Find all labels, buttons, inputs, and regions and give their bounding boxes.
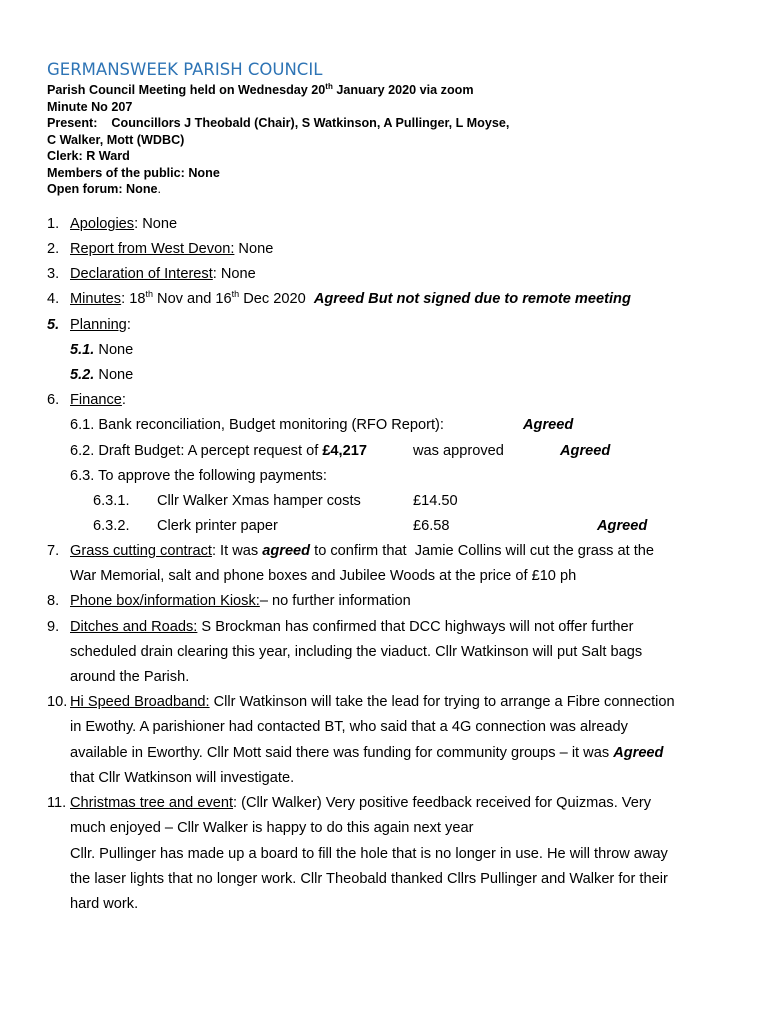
- item-broadband: [47, 693, 675, 711]
- payment-1-description: Cllr Walker Xmas hamper costs: [157, 493, 361, 509]
- minute-number: Minute No 207: [47, 100, 133, 114]
- payment-2-number: 6.3.2.: [93, 518, 130, 534]
- meeting-sup: th: [325, 81, 333, 91]
- present-list: Councillors J Theobald (Chair), S Watkinson, A Pullinger, L Moyse,: [111, 116, 510, 130]
- payment-2-description: Clerk printer paper: [157, 518, 278, 534]
- item-text: available in Eworthy. Cllr Mott said there was funding for community groups – it was: [70, 745, 614, 761]
- item-number: 8.: [47, 593, 60, 609]
- item-ditches-roads: [47, 618, 633, 636]
- item-number: 10.: [47, 694, 68, 710]
- ditches-line-3: around the Parish.: [70, 669, 190, 685]
- payment-2-amount: £6.58: [413, 518, 450, 534]
- planning-5-2: [70, 366, 133, 384]
- open-forum-dot: .: [157, 182, 162, 196]
- agreed-word: Agreed: [613, 745, 664, 761]
- item-number: 7.: [47, 543, 60, 559]
- item-text: : 18: [121, 291, 146, 307]
- christmas-line-4: the laser lights that no longer work. Cllr Theobald thanked Cllrs Pullinger and Walker for their: [70, 871, 668, 887]
- item-minutes: [47, 290, 631, 308]
- item-number: 3.: [47, 266, 60, 282]
- christmas-line-2: much enjoyed – Cllr Walker is happy to do this again next year: [70, 820, 474, 836]
- present-line: [47, 115, 509, 131]
- broadband-line-4: that Cllr Watkinson will investigate.: [70, 770, 295, 786]
- meeting-text-end: January 2020 via zoom: [332, 83, 474, 97]
- agreed-word: agreed: [262, 543, 311, 559]
- present-label: Present:: [47, 116, 98, 130]
- christmas-line-3: Cllr. Pullinger has made up a board to fill the hole that is no longer in use. He will throw away: [70, 846, 668, 862]
- item-heading: Declaration of Interest: [70, 266, 213, 282]
- item-heading: Minutes: [70, 291, 122, 307]
- sub-number: 5.1.: [70, 342, 95, 358]
- grass-cutting-line-2: War Memorial, salt and phone boxes and Jubilee Woods at the price of £10 ph: [70, 568, 577, 584]
- sub-text: None: [94, 342, 134, 358]
- item-text: : (Cllr Walker) Very positive feedback received for Quizmas. Very: [233, 795, 651, 811]
- item-text: Nov and 16: [152, 291, 232, 307]
- item-heading: Finance: [70, 392, 122, 408]
- item-apologies: [47, 215, 177, 233]
- item-phone-box: [47, 592, 411, 610]
- item-text: Cllr Watkinson will take the lead for trying to arrange a Fibre connection: [209, 694, 675, 710]
- item-text: : None: [212, 266, 256, 282]
- open-forum-text: Open forum: None: [47, 182, 158, 196]
- finance-6-2-approved: was approved: [413, 443, 504, 459]
- item-sup: th: [231, 289, 240, 300]
- meeting-text: Parish Council Meeting held on Wednesday 20: [47, 83, 326, 97]
- item-text: : None: [134, 216, 178, 232]
- item-heading: Christmas tree and event: [70, 795, 234, 811]
- item-text: – no further information: [259, 593, 411, 609]
- item-christmas: [47, 794, 651, 812]
- open-forum-line: [47, 181, 161, 197]
- finance-6-3: 6.3. To approve the following payments:: [70, 468, 327, 484]
- budget-amount: £4,217: [322, 443, 367, 459]
- item-text: : It was: [211, 543, 263, 559]
- item-text: Dec 2020: [239, 291, 314, 307]
- payment-1-number: 6.3.1.: [93, 493, 130, 509]
- item-sup: th: [145, 289, 153, 300]
- item-planning: [47, 316, 131, 334]
- item-number: 11.: [47, 795, 67, 811]
- finance-6-2-agreed: Agreed: [560, 443, 611, 459]
- item-heading: Planning: [70, 317, 127, 333]
- item-text: S Brockman has confirmed that DCC highways will not offer further: [197, 619, 634, 635]
- members-public-line: Members of the public: None: [47, 166, 220, 180]
- item-heading: Report from West Devon:: [70, 241, 235, 257]
- sub-number: 5.2.: [70, 367, 95, 383]
- item-grass-cutting: [47, 542, 654, 560]
- council-title: GERMANSWEEK PARISH COUNCIL: [47, 60, 323, 79]
- broadband-line-3: [70, 744, 663, 762]
- item-number: 1.: [47, 216, 60, 232]
- broadband-line-2: in Ewothy. A parishioner had contacted BT, who said that a 4G connection was already: [70, 719, 628, 735]
- item-heading: Apologies: [70, 216, 135, 232]
- present-line-2: C Walker, Mott (WDBC): [47, 133, 185, 147]
- item-finance: [47, 391, 126, 409]
- meeting-line: [47, 82, 474, 98]
- item-text: :: [126, 317, 131, 333]
- planning-5-1: [70, 341, 133, 359]
- payment-1-amount: £14.50: [413, 493, 458, 509]
- sub-text: None: [94, 367, 134, 383]
- item-text: :: [121, 392, 126, 408]
- item-number: 2.: [47, 241, 60, 257]
- item-declaration: [47, 265, 256, 283]
- item-text: to confirm that Jamie Collins will cut the grass at the: [310, 543, 654, 559]
- christmas-line-5: hard work.: [70, 896, 139, 912]
- item-heading: Ditches and Roads:: [70, 619, 198, 635]
- payment-2-agreed: Agreed: [597, 518, 648, 534]
- item-heading: Phone box/information Kiosk:: [70, 593, 260, 609]
- agreed-note: Agreed But not signed due to remote meeting: [313, 291, 631, 307]
- sub-text: 6.2. Draft Budget: A percept request of: [70, 443, 323, 459]
- item-heading: Hi Speed Broadband:: [70, 694, 210, 710]
- item-heading: Grass cutting contract: [70, 543, 212, 559]
- item-number: 6.: [47, 392, 60, 408]
- item-text: None: [234, 241, 274, 257]
- item-number: 5.: [47, 317, 60, 333]
- item-number: 9.: [47, 619, 60, 635]
- clerk-line: Clerk: R Ward: [47, 149, 130, 163]
- item-number: 4.: [47, 291, 60, 307]
- item-west-devon: [47, 240, 273, 258]
- finance-6-1-agreed: Agreed: [523, 417, 574, 433]
- finance-6-1: 6.1. Bank reconciliation, Budget monitoring (RFO Report):: [70, 417, 444, 433]
- ditches-line-2: scheduled drain clearing this year, including the viaduct. Cllr Watkinson will put Salt bags: [70, 644, 643, 660]
- finance-6-2: [70, 442, 367, 460]
